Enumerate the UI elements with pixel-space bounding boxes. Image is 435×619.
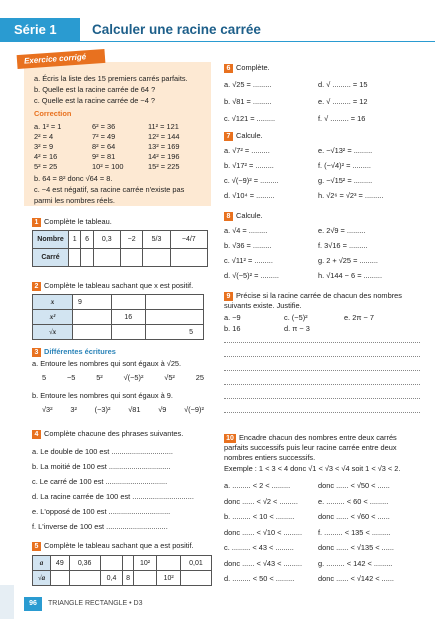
ex10-title-line2: parfaits successifs puis leur racine carrée entre deux [224,443,397,452]
ex7-title: Calcule. [236,131,263,140]
ex1-cell: −4/7 [170,231,207,249]
ex10-item: donc ...... < √142 < ...... [318,574,394,583]
squares-col-3 [148,122,179,172]
ex10-item: donc ...... < √10 < ......... [224,527,303,537]
footer-text: TRIANGLE RECTANGLE • D3 [48,600,143,607]
square-item: 6² = 36 [92,122,116,131]
question-b: b. Quelle est la racine carrée de 64 ? [34,85,156,94]
header-rule [80,41,435,42]
ex5-cell: 49 [51,556,70,571]
square-item: 4² = 16 [34,152,58,161]
square-item: 14² = 196 [148,152,180,161]
ex5-cell [69,571,100,586]
ex1-answer-cell[interactable] [93,249,120,267]
ex3-a-options [42,372,204,383]
squares-col-1 [34,122,61,172]
ex8-number: 8 [224,212,233,221]
ex1-answer-cell[interactable] [69,249,81,267]
ex1-heading [32,216,112,227]
ex10-right [318,478,394,587]
ex5-cell: 0,01 [180,556,211,571]
ex4-item: f. L'inverse de 100 est .............................. [32,522,168,531]
ex3-title: Différentes écritures [44,347,116,356]
corrected-exercise-tag: Exercice corrigé [17,49,106,69]
ex8-item: g. 2 + √25 = ......... [318,256,378,265]
ex3-question-b: b. Entoure les nombres qui sont égaux à 9. [32,391,173,400]
ex4-item: e. L'opposé de 100 est .............................. [32,507,171,516]
ex1-answer-cell[interactable] [170,249,207,267]
question-a: a. Écris la liste des 15 premiers carrés parfaits. [34,74,188,83]
ex5-row-head: √a [33,571,51,586]
ex2-cell [145,310,203,325]
square-item: 3² = 9 [34,142,54,151]
ex9-item: d. π − 3 [284,324,310,333]
ex9-item: c. (−5)² [284,313,308,322]
ex7-item: d. √10⁴ = ......... [224,191,275,200]
ex2-row-head: x [33,295,73,310]
ex5-heading [32,540,194,551]
ex3-a-option[interactable]: √(−5)² [123,373,144,382]
square-item: 9² = 81 [92,152,116,161]
ex10-item: e. ......... < 60 < ......... [318,496,389,506]
page-number: 96 [24,597,42,611]
ex10-item: c. ......... < 43 < ......... [224,543,294,552]
ex7-item: h. √2⁶ = √2³ = ......... [318,191,384,200]
ex1-row-head: Carré [33,249,69,267]
ex10-item: b. ......... < 10 < ......... [224,512,295,521]
ex2-row-head: √x [33,325,73,340]
ex6-item: e. √ ......... = 12 [318,97,368,106]
corrected-answers [34,173,184,206]
ex3-b-option[interactable]: √9 [158,405,167,414]
ex7-item: c. √(−9)² = ......... [224,176,279,185]
ex8-heading [224,210,263,221]
ex1-number: 1 [32,218,41,227]
ex2-cell [111,295,145,310]
correction-title: Correction [34,109,72,118]
ex10-item: f. ......... < 135 < ......... [318,527,391,537]
ex6-left [224,76,275,127]
ex1-cell: 5/3 [143,231,170,249]
ex7-number: 7 [224,132,233,141]
ex3-heading [32,346,116,357]
answer-line[interactable] [224,412,420,413]
ex3-question-a: a. Entoure les nombres qui sont égaux à √25. [32,359,182,368]
ex2-table [32,294,204,340]
ex8-title: Calcule. [236,211,263,220]
ex1-cell: 0,3 [93,231,120,249]
ex3-b-option[interactable]: 3² [70,405,77,414]
ex10-title-line3: nombres entiers successifs. [224,453,316,462]
ex2-cell: 9 [73,295,112,310]
ex8-left [224,223,279,283]
ex5-cell: 8 [123,571,133,586]
answer-line[interactable] [224,356,420,357]
ex9-item: b. 16 [224,324,241,333]
ex2-cell: 5 [145,325,203,340]
square-item: 2² = 4 [34,132,54,141]
ex4-item: a. Le double de 100 est .............................. [32,447,173,456]
ex3-b-option[interactable]: (−3)² [94,405,111,414]
answer-line[interactable] [224,342,420,343]
ex8-item: c. √11² = ......... [224,256,273,265]
answer-line[interactable] [224,370,420,371]
ex5-cell: 0,4 [100,571,123,586]
answer-line[interactable] [224,398,420,399]
ex8-right [318,223,382,283]
ex8-item: b. √36 = ......... [224,241,272,250]
ex10-item: donc ...... < √50 < ...... [318,481,390,490]
ex2-number: 2 [32,282,41,291]
ex3-b-option[interactable]: √3² [42,405,53,414]
ex3-a-option[interactable]: 5² [96,373,103,382]
ex5-title: Complète le tableau sachant que a est positif. [44,541,194,550]
ex4-heading [32,428,183,439]
question-c: c. Quelle est la racine carrée de −4 ? [34,96,155,105]
ex10-item: donc ...... < √60 < ...... [318,512,390,521]
ex10-example: Exemple : 1 < 3 < 4 donc √1 < √3 < √4 soit 1 < √3 < 2. [224,464,401,473]
ex6-title: Complète. [236,63,270,72]
ex2-cell [111,325,145,340]
ex7-item: f. (−√4)² = ......... [318,161,371,170]
ex7-item: b. √17² = ......... [224,161,274,170]
ex6-item: d. √ ......... = 15 [318,80,368,89]
ex1-cell: 1 [69,231,81,249]
ex1-row-head: Nombre [33,231,69,249]
ex10-item: donc ...... < √2 < ......... [224,496,298,506]
ex8-item: f. 3√16 = ......... [318,241,368,250]
ex5-cell: 10² [157,571,181,586]
square-item: a. 1² = 1 [34,122,62,131]
ex1-table [32,230,208,267]
ex5-cell [123,556,133,571]
ex2-title: Complète le tableau sachant que x est positif. [44,281,194,290]
square-item: 13² = 169 [148,142,180,151]
ex5-cell: 0,36 [69,556,100,571]
ex5-cell: 10² [133,556,157,571]
ex6-item: a. √25 = ......... [224,80,272,89]
square-item: 8² = 64 [92,142,116,151]
ex7-right [318,143,383,203]
ex9-title-line2: suivants existe. Justifie. [224,301,302,310]
ex3-number: 3 [32,348,41,357]
ex8-item: d. √(−5)² = ......... [224,271,279,280]
answer-c-line2: parmi les nombres réels. [34,196,115,205]
ex5-cell [51,571,70,586]
square-item: 7² = 49 [92,132,116,141]
ex7-item: e. −√13² = ......... [318,146,373,155]
squares-col-2 [92,122,123,172]
ex6-item: f. √ ......... = 16 [318,114,366,123]
square-item: 11² = 121 [148,122,179,131]
ex4-items [32,444,208,534]
ex2-cell [73,310,112,325]
ex5-number: 5 [32,542,41,551]
ex10-number: 10 [224,434,236,443]
ex1-answer-cell[interactable] [143,249,170,267]
ex5-cell [133,571,157,586]
ex7-item: g. −√15² = ......... [318,176,373,185]
ex9-number: 9 [224,292,233,301]
ex2-cell [73,325,112,340]
ex10-title-line1: Encadre chacun des nombres entre deux carrés [239,433,397,442]
ex6-item: c. √121 = ......... [224,114,276,123]
ex1-answer-cell[interactable] [120,249,143,267]
corrected-exercise-content [34,73,188,119]
ex10-item: donc ...... < √135 < ...... [318,543,394,552]
ex6-right [318,76,367,127]
side-band [0,585,14,619]
ex8-item: a. √4 = ......... [224,226,268,235]
ex4-number: 4 [32,430,41,439]
ex10-item: g. ......... < 142 < ......... [318,558,393,568]
ex9-title-line1: Précise si la racine carrée de chacun des nombres [236,291,402,300]
ex3-b-options [42,404,204,415]
ex5-table [32,555,212,586]
page-title: Calculer une racine carrée [92,22,261,37]
ex4-item: d. La racine carrée de 100 est .............................. [32,492,194,501]
ex1-cell: −2 [120,231,143,249]
ex6-item: b. √81 = ......... [224,97,272,106]
ex5-cell [180,571,211,586]
ex1-title: Complète le tableau. [44,217,112,226]
ex1-answer-cell[interactable] [81,249,93,267]
ex4-item: b. La moitié de 100 est .............................. [32,462,171,471]
serie-label: Série 1 [0,18,80,42]
ex5-row-head: a [33,556,51,571]
ex5-cell [100,556,123,571]
ex3-b-option[interactable]: √(−9)² [184,405,204,414]
ex4-item: c. Le carré de 100 est .............................. [32,477,168,486]
ex7-left [224,143,279,203]
ex9-item: a. −9 [224,313,241,322]
ex10-item: a. ......... < 2 < ......... [224,481,291,490]
square-item: 10² = 100 [92,162,124,171]
answer-c-line1: c. −4 est négatif, sa racine carrée n'existe pas [34,185,185,194]
ex3-a-option[interactable]: −5 [66,373,76,382]
ex4-title: Complète chacune des phrases suivantes. [44,429,184,438]
ex6-number: 6 [224,64,233,73]
ex2-row-head: x² [33,310,73,325]
ex10-item: donc ...... < √43 < ......... [224,558,303,568]
ex5-cell [157,556,181,571]
ex3-a-option[interactable]: √5² [164,373,175,382]
ex10-item: d. ......... < 50 < ......... [224,574,295,583]
ex3-b-option[interactable]: √81 [128,405,141,414]
ex7-item: a. √7² = ......... [224,146,270,155]
ex7-heading [224,130,263,141]
square-item: 12² = 144 [148,132,180,141]
ex10-left [224,478,302,587]
ex8-item: h. √144 − 6 = ......... [318,271,383,280]
ex9-item: e. 2π − 7 [344,313,374,322]
ex8-item: e. 2√9 = ......... [318,226,366,235]
ex2-heading [32,280,193,291]
ex3-a-option[interactable]: 5 [42,373,47,382]
square-item: 15² = 225 [148,162,180,171]
ex6-heading [224,62,270,73]
answer-line[interactable] [224,384,420,385]
square-item: 5² = 25 [34,162,58,171]
ex2-cell: 16 [111,310,145,325]
answer-b: b. 64 = 8² donc √64 = 8. [34,174,113,183]
ex1-cell: 6 [81,231,93,249]
ex3-a-option[interactable]: 25 [195,373,204,382]
ex2-cell [145,295,203,310]
